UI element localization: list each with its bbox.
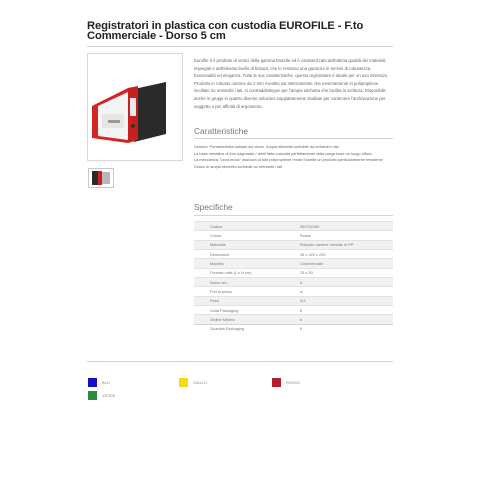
color-label: BLU bbox=[102, 380, 110, 385]
table-row bbox=[194, 306, 393, 315]
spec-key: Unità Packaging bbox=[194, 306, 300, 315]
product-description: Eurofile è il prodotto di vertici della gamma Esselte ed è caratterizzato dall'ottima qualità dei materiali impiegati e dall'elevato livello di finitura, che lo rendono una garanzia in termini di robustezza, funzionalità ed eleganza. Tutte le sue caratteristiche, questo registratore è ideale per un uso intensivo. Prodotto in robusto cartone da 2 mm rivestito sia internamente che esternamente in polipropilene incollato su entrambi i lati, si contraddistingue per l'ampia etichetta che facilita la scrittura. Disponibile anche in gruppi in quattro diverse soluzioni soppiattamente studiate per contenere l'archiviazione per soggetto o per affinità di argomento. bbox=[194, 58, 389, 109]
product-title: Registratori in plastica con custodia EUROFILE - F.to Commerciale - Dorso 5 cm bbox=[87, 20, 364, 42]
binder-thumbnail bbox=[89, 169, 113, 187]
spec-value: 6 bbox=[300, 306, 393, 315]
spec-value: si bbox=[300, 287, 393, 296]
spec-value: 35 x 320 x 290 bbox=[300, 250, 393, 259]
spec-key: Modello bbox=[194, 259, 300, 268]
spec-key: Colore bbox=[194, 231, 300, 240]
spec-key: Codice bbox=[194, 222, 300, 231]
features-divider bbox=[194, 138, 393, 139]
color-option-blue[interactable] bbox=[88, 378, 110, 387]
feature-item: La meccanica "Leva modo" assicura ai tutti polipropilene rende Esselte un prodotto particolarmente resistente bbox=[194, 157, 383, 163]
table-row bbox=[194, 278, 393, 287]
table-row bbox=[194, 324, 393, 333]
spec-value: 6 bbox=[300, 324, 393, 333]
table-row bbox=[194, 296, 393, 305]
spec-value: 23 x 30 bbox=[300, 268, 393, 277]
color-swatch bbox=[272, 378, 281, 387]
spec-key: Ordine Minimo bbox=[194, 315, 300, 324]
table-row bbox=[194, 287, 393, 296]
table-row bbox=[194, 222, 393, 231]
color-swatch bbox=[179, 378, 188, 387]
spec-key: Dimensioni bbox=[194, 250, 300, 259]
features-list bbox=[194, 144, 393, 170]
color-option-yellow[interactable] bbox=[179, 378, 207, 387]
color-option-green[interactable] bbox=[88, 391, 115, 400]
thumbnail-image[interactable] bbox=[88, 168, 114, 188]
product-image[interactable] bbox=[87, 53, 183, 161]
spec-key: Formato utile (L x H cm) bbox=[194, 268, 300, 277]
feature-item: Dorsino: Portaetichetta saldato sul dorso. Ampia etichetta scrivibile da entrambi i lati bbox=[194, 144, 339, 149]
spec-value: 6 bbox=[300, 315, 393, 324]
specs-divider bbox=[194, 215, 393, 216]
color-label: ROSSO bbox=[286, 380, 301, 385]
table-row bbox=[194, 315, 393, 324]
spec-key: Quantità Packaging bbox=[194, 324, 300, 333]
table-row bbox=[194, 250, 393, 259]
color-label: VERDE bbox=[102, 393, 116, 398]
spec-value: Rosso bbox=[300, 231, 393, 240]
spec-key: Peso bbox=[194, 296, 300, 305]
feature-item: La base metallica di foro sagomato / sterli fatta custodia perfettamente dalla piega base un luogo ufficio bbox=[194, 150, 372, 156]
table-row bbox=[194, 231, 393, 240]
colors-divider bbox=[87, 361, 393, 362]
spec-value: Commerciale bbox=[300, 259, 393, 268]
specs-table bbox=[194, 221, 393, 333]
spec-value: 5 bbox=[300, 278, 393, 287]
spec-key: Fori di presa bbox=[194, 287, 300, 296]
table-row bbox=[194, 259, 393, 268]
binder-illustration bbox=[88, 54, 182, 160]
color-swatch bbox=[88, 378, 97, 387]
title-divider bbox=[87, 46, 393, 47]
color-swatch bbox=[88, 391, 97, 400]
specs-heading: Specifiche bbox=[194, 202, 233, 212]
features-heading: Caratteristiche bbox=[194, 126, 248, 136]
spec-value: Robusto cartone rivestito in PP bbox=[300, 240, 393, 249]
color-option-red[interactable] bbox=[272, 378, 300, 387]
table-row bbox=[194, 268, 393, 277]
spec-value: 390752160 bbox=[300, 222, 393, 231]
color-label: GIALLO bbox=[193, 380, 208, 385]
table-row bbox=[194, 240, 393, 249]
spec-key: Materiale bbox=[194, 240, 300, 249]
specs-end-divider bbox=[194, 324, 393, 325]
feature-item: Dosso di ampia etichetta scrivibile su entrambi i lati bbox=[194, 163, 283, 169]
spec-key: Dorso cm bbox=[194, 278, 300, 287]
spec-value: 3,9 bbox=[300, 296, 393, 305]
